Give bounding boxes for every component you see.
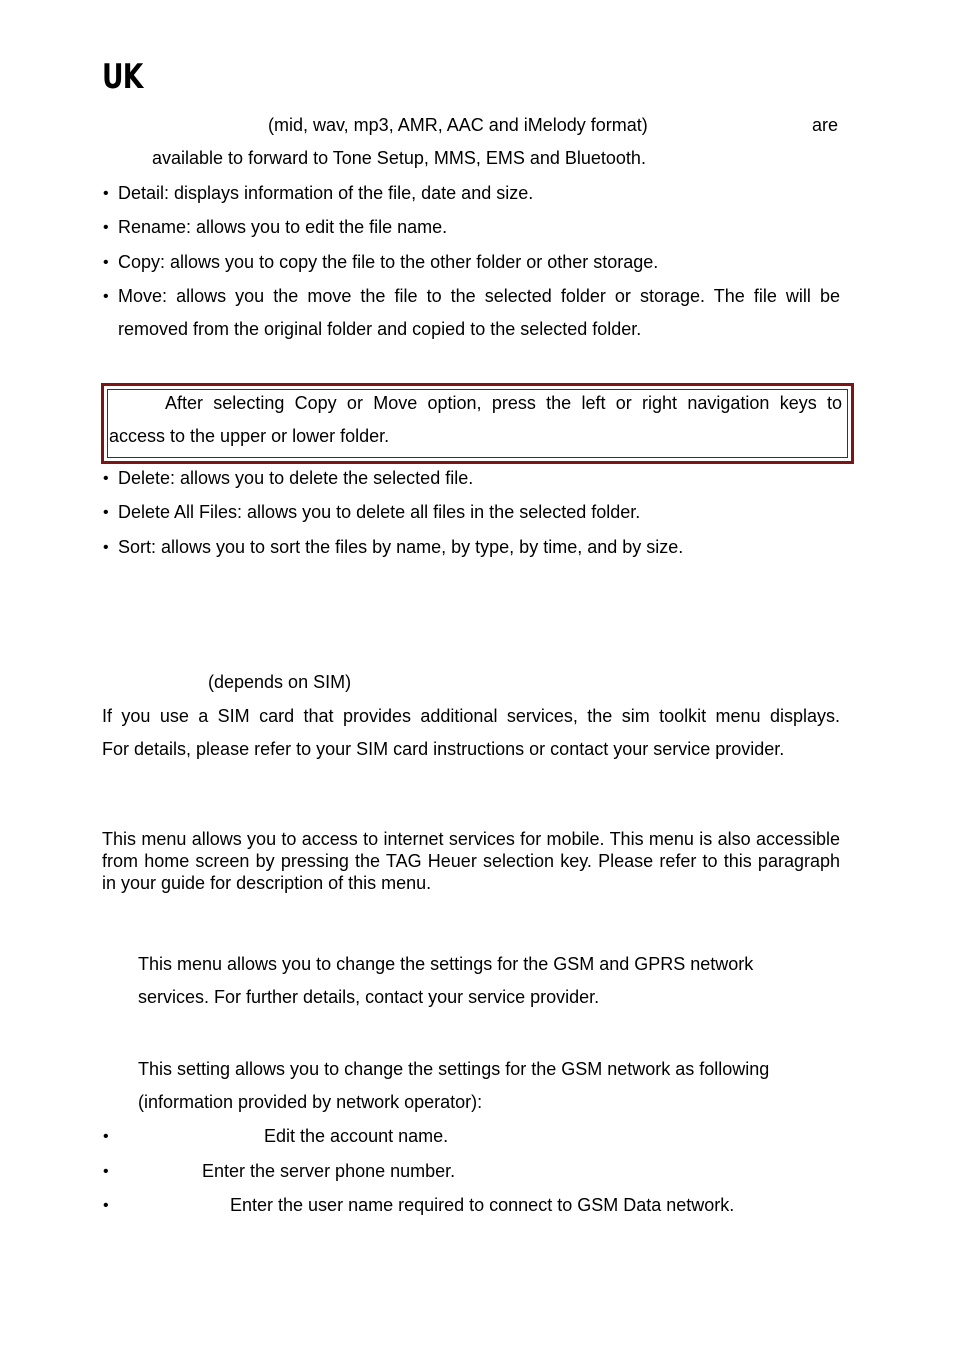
bullet-icon: •	[103, 539, 109, 556]
bullet-icon: •	[103, 1163, 109, 1180]
intro-continuation: available to forward to Tone Setup, MMS, EMS and Bluetooth.	[152, 148, 646, 168]
internet-paragraph: This menu allows you to access to internet services for mobile. This menu is also accessible from home screen by pressing the TAG Heuer selection key. Please refer to this paragraph in your guide for description of this menu.	[102, 829, 840, 893]
bullet-icon: •	[103, 1197, 109, 1214]
bullet-icon: •	[103, 288, 109, 305]
option-rename: Rename: allows you to edit the file name.	[118, 217, 448, 237]
gsm-item-user-name: Enter the user name required to connect to GSM Data network.	[230, 1195, 735, 1215]
option-move-continuation: removed from the original folder and copied to the selected folder.	[118, 319, 642, 339]
option-copy: Copy: allows you to copy the file to the other folder or other storage.	[118, 252, 659, 272]
bullet-icon: •	[103, 504, 109, 521]
network-line-2: services. For further details, contact your service provider.	[138, 987, 600, 1007]
gsm-item-server-number: Enter the server phone number.	[202, 1161, 456, 1181]
formats-text: (mid, wav, mp3, AMR, AAC and iMelody format)	[268, 115, 648, 135]
option-move: Move: allows you the move the file to the selected folder or storage. The file will be	[118, 286, 840, 306]
are-text: are	[812, 115, 839, 135]
bullet-icon: •	[103, 1128, 109, 1145]
note-line-1: After selecting Copy or Move option, press the left or right navigation keys to	[165, 393, 842, 413]
note-line-2: access to the upper or lower folder.	[109, 426, 390, 446]
sim-line-2: For details, please refer to your SIM card instructions or contact your service provider.	[102, 739, 785, 759]
gsm-line-1: This setting allows you to change the settings for the GSM network as following	[138, 1059, 770, 1079]
gsm-line-2: (information provided by network operator):	[138, 1092, 483, 1112]
option-delete: Delete: allows you to delete the selected file.	[118, 468, 474, 488]
bullet-icon: •	[103, 470, 109, 487]
sim-depends-text: (depends on SIM)	[208, 672, 352, 692]
language-mark: UK	[102, 57, 143, 97]
option-sort: Sort: allows you to sort the files by name, by type, by time, and by size.	[118, 537, 684, 557]
sim-line-1: If you use a SIM card that provides additional services, the sim toolkit menu displays.	[102, 706, 840, 726]
network-line-1: This menu allows you to change the settings for the GSM and GPRS network	[138, 954, 754, 974]
bullet-icon: •	[103, 185, 109, 202]
option-delete-all: Delete All Files: allows you to delete all files in the selected folder.	[118, 502, 641, 522]
gsm-item-account-name: Edit the account name.	[264, 1126, 449, 1146]
bullet-icon: •	[103, 254, 109, 271]
option-detail: Detail: displays information of the file, date and size.	[118, 183, 534, 203]
bullet-icon: •	[103, 219, 109, 236]
